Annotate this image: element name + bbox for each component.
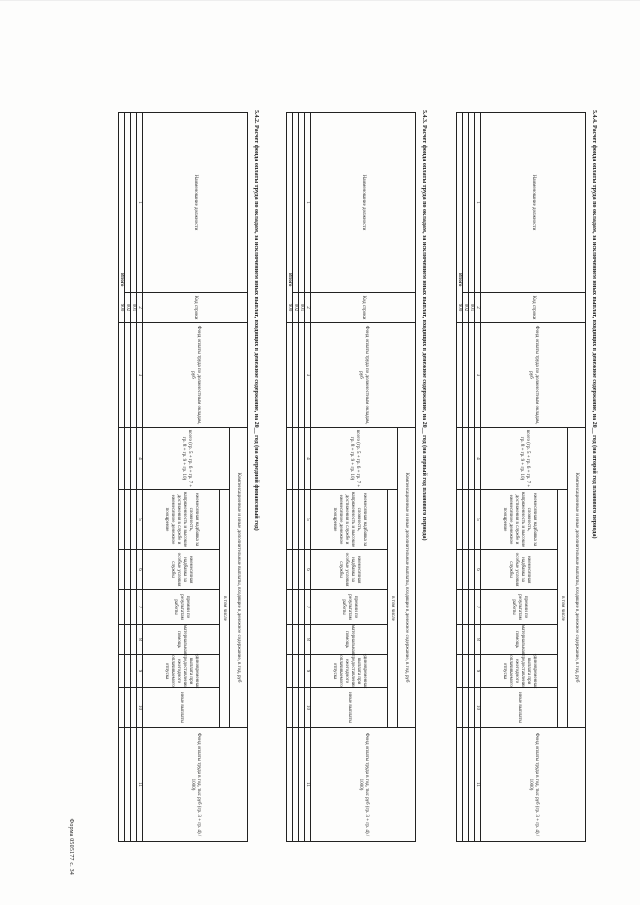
colnum: 6: [474, 550, 480, 590]
table-row-name: [468, 113, 474, 293]
header-c11: Фонд оплаты труда в год, тыс руб (гр. 3 + гр. 4) / 1000): [142, 728, 247, 841]
header-c7: премии по результатам работы: [480, 590, 557, 625]
header-c11: Фонд оплаты труда в год, тыс руб (гр. 3 + гр. 4) / 1000): [310, 728, 415, 841]
header-fund-positions: Фонд оплаты труда по должностным окладам, руб: [480, 323, 585, 428]
header-c7: премии по результатам работы: [310, 590, 387, 625]
colnum: 1: [136, 113, 142, 293]
header-fund-positions: Фонд оплаты труда по должностным окладам, руб: [310, 323, 415, 428]
colnum: 6: [136, 550, 142, 590]
row-code: 002: [462, 293, 468, 323]
header-line-code: Код строки: [480, 293, 585, 323]
header-position: Наименование должности: [310, 113, 415, 293]
header-c9: единовременная выплата при предоставлении ежегодного оплачиваемого отпуска: [310, 655, 387, 688]
colnum: 6: [304, 550, 310, 590]
header-c8: материальная помощь: [142, 625, 219, 655]
payroll-table: [456, 112, 586, 842]
row-code: 002: [292, 293, 298, 323]
header-in-that-number: в том числе: [387, 490, 397, 728]
colnum: 4: [136, 428, 142, 490]
colnum: 2: [136, 293, 142, 323]
header-fund-positions: Фонд оплаты труда по должностным окладам, руб: [142, 323, 247, 428]
table-row-name: [130, 113, 136, 293]
header-position: Наименование должности: [142, 113, 247, 293]
colnum: 10: [136, 688, 142, 728]
header-c9: единовременная выплата при предоставлении ежегодного оплачиваемого отпуска: [142, 655, 219, 688]
colnum: 9: [304, 655, 310, 688]
header-line-code: Код строки: [142, 293, 247, 323]
header-in-that-number: в том числе: [219, 490, 229, 728]
colnum: 1: [474, 113, 480, 293]
colnum: 11: [304, 728, 310, 841]
colnum: 5: [304, 490, 310, 550]
colnum: 7: [474, 590, 480, 625]
header-in-that-number: в том числе: [557, 490, 567, 728]
payroll-table: [118, 112, 248, 842]
header-group: Компенсационные и иные дополнительные выплаты, входящие в денежное содержание, в год, руб: [229, 428, 247, 728]
header-compensation-total: всего (гр. 5 + гр. 6 + гр. 7 + гр. 8 + гр. 9 + гр. 10): [310, 428, 397, 490]
colnum: 3: [304, 323, 310, 428]
colnum: 4: [474, 428, 480, 490]
section-title: 5.4.4. Расчет фонда оплаты труда по окладам, за исключением иных выплат, входящих в денежное содержание, на 20__ год (на второй год планового периода): [591, 110, 597, 539]
total-label: Итого: [457, 273, 462, 287]
header-compensation-total: всего (гр. 5 + гр. 6 + гр. 7 + гр. 8 + гр. 9 + гр. 10): [142, 428, 229, 490]
colnum: 2: [304, 293, 310, 323]
section-title: 5.4.2. Расчет фонда оплаты труда по окладам, за исключением иных выплат, входящих в денежное содержание, на 20__ год (на очередной финансовый год): [253, 110, 259, 531]
header-c6: ежемесячная надбавка за особые условия службы: [310, 550, 387, 590]
colnum: 3: [474, 323, 480, 428]
colnum: 8: [474, 625, 480, 655]
total-code: 900: [456, 293, 462, 323]
total-code: 900: [286, 293, 292, 323]
colnum: 1: [304, 113, 310, 293]
colnum: 9: [136, 655, 142, 688]
header-c6: ежемесячная надбавка за особые условия службы: [480, 550, 557, 590]
header-c9: единовременная выплата при предоставлении ежегодного оплачиваемого отпуска: [480, 655, 557, 688]
colnum: 9: [474, 655, 480, 688]
header-group: Компенсационные и иные дополнительные выплаты, входящие в денежное содержание, в год, руб: [567, 428, 585, 728]
header-c5: ежемесячная надбавка за сложность, напряженность и высокие достижения в службе и ежемесячное денежное поощрение: [310, 490, 387, 550]
colnum: 8: [304, 625, 310, 655]
colnum: 5: [136, 490, 142, 550]
header-position: Наименование должности: [480, 113, 585, 293]
colnum: 2: [474, 293, 480, 323]
table-row-name: [462, 113, 468, 293]
header-group: Компенсационные и иные дополнительные выплаты, входящие в денежное содержание, в год, руб: [397, 428, 415, 728]
header-compensation-total: всего (гр. 5 + гр. 6 + гр. 7 + гр. 8 + гр. 9 + гр. 10): [480, 428, 567, 490]
colnum: 11: [474, 728, 480, 841]
colnum: 7: [136, 590, 142, 625]
header-c5: ежемесячная надбавка за сложность, напряженность и высокие достижения в службе и ежемесячное денежное поощрение: [142, 490, 219, 550]
table-row-name: [298, 113, 304, 293]
colnum: 7: [304, 590, 310, 625]
row-code: 001: [468, 293, 474, 323]
header-c8: материальная помощь: [480, 625, 557, 655]
header-c10: иные выплаты: [310, 688, 387, 728]
table-row-name: [292, 113, 298, 293]
header-c10: иные выплаты: [142, 688, 219, 728]
header-c7: премии по результатам работы: [142, 590, 219, 625]
colnum: 11: [136, 728, 142, 841]
colnum: 10: [304, 688, 310, 728]
header-c8: материальная помощь: [310, 625, 387, 655]
colnum: 4: [304, 428, 310, 490]
colnum: 10: [474, 688, 480, 728]
row-code: 002: [124, 293, 130, 323]
total-label: Итого: [119, 273, 124, 287]
section-title: 5.4.3. Расчет фонда оплаты труда по окладам, за исключением иных выплат, входящих в денежное содержание, на 20__ год (на первый год планового периода): [421, 110, 427, 541]
colnum: 8: [136, 625, 142, 655]
table-row-name: [124, 113, 130, 293]
payroll-table: [286, 112, 416, 842]
header-c5: ежемесячная надбавка за сложность, напряженность и высокие достижения в службе и ежемесячное денежное поощрение: [480, 490, 557, 550]
header-line-code: Код строки: [310, 293, 415, 323]
header-c6: ежемесячная надбавка за особые условия службы: [142, 550, 219, 590]
header-c10: иные выплаты: [480, 688, 557, 728]
total-code: 900: [118, 293, 124, 323]
row-code: 001: [298, 293, 304, 323]
form-number: Форма 0505177 с. 34: [68, 818, 74, 875]
row-code: 001: [130, 293, 136, 323]
colnum: 5: [474, 490, 480, 550]
header-c11: Фонд оплаты труда в год, тыс руб (гр. 3 + гр. 4) / 1000): [480, 728, 585, 841]
total-label: Итого: [287, 273, 292, 287]
colnum: 3: [136, 323, 142, 428]
